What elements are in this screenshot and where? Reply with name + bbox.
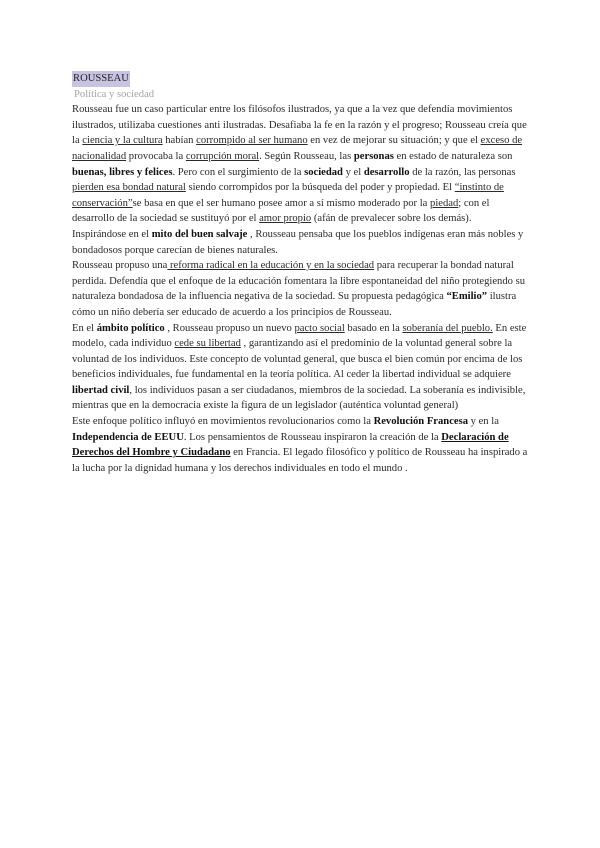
bold-underlined-text: Declaración de Derechos del Hombre y Ciudadano	[72, 431, 509, 459]
bold-text: personas	[353, 150, 394, 162]
underlined-text: ciencia y la cultura	[82, 135, 163, 147]
underlined-text: cede su libertad	[174, 338, 241, 350]
text: en vez de mejorar su situación; y que el	[307, 135, 481, 147]
underlined-text: pierden esa bondad natural	[72, 182, 186, 194]
bold-text: mito del buen salvaje	[151, 228, 248, 240]
text: En este modelo, cada individuo	[72, 322, 527, 350]
text: , garantizando así el predominio de la voluntad general sobre la voluntad de los individuos. Este concepto de voluntad general, que busca el bien común por encima de los beneficios individuales, fue fundamental en la teoría política. Al ceder la libertad individual se adquiere	[72, 338, 523, 381]
bold-text: “Emilio”	[446, 291, 488, 303]
bold-text: ámbito político	[96, 322, 165, 334]
bold-text: Revolución Francesa	[373, 416, 469, 428]
bold-text: sociedad	[304, 166, 343, 178]
text: , Rousseau pensaba que los pueblos indígenas eran más nobles y bondadosos porque carecían de bienes naturales.	[72, 228, 524, 256]
text: . Según Rousseau, las	[259, 150, 354, 162]
text: Este enfoque político influyó en movimientos revolucionarios como la	[72, 416, 374, 428]
text: Rousseau fue un caso particular entre los filósofos ilustrados, ya que a la vez que defendía movimientos ilustrados, utilizaba cuestiones anti ilustradas. Desafiaba la fe en la razón y el progreso; Rousseau creía que la	[72, 104, 527, 147]
paragraph-educacion	[72, 258, 532, 320]
text: basado en la	[344, 322, 403, 334]
text: y en la	[468, 416, 499, 428]
text: . Pero con el surgimiento de la	[172, 166, 305, 178]
text: . Los pensamientos de Rousseau inspiraron la creación de la	[183, 431, 442, 443]
text: provocaba la	[126, 150, 186, 162]
underlined-text: corrompido al ser humano	[196, 135, 308, 147]
paragraph-politica	[72, 321, 532, 415]
text: habían	[162, 135, 197, 147]
paragraph-legado	[72, 414, 532, 476]
text: siendo corrompidos por la búsqueda del poder y propiedad. El	[185, 182, 455, 194]
text: Rousseau propuso una	[72, 260, 168, 272]
bold-text: Independencia de EEUU	[72, 431, 184, 443]
text: Inspirándose en el	[72, 228, 152, 240]
underlined-text: “instinto de conservación”	[72, 182, 504, 209]
paragraph-buen-salvaje	[72, 227, 532, 258]
underlined-text: amor propio	[259, 213, 312, 225]
paragraph-intro	[72, 102, 532, 227]
underlined-text: soberanía del pueblo.	[402, 322, 493, 334]
text: En el	[72, 322, 97, 334]
text: , Rousseau propuso un nuevo	[164, 322, 295, 334]
text: en estado de naturaleza son	[393, 150, 513, 162]
underlined-text: reforma radical en la educación y en la sociedad	[167, 260, 375, 272]
bold-text: libertad civil	[72, 384, 130, 396]
document-title: ROUSSEAU	[72, 71, 130, 87]
text: ; con el desarrollo de la sociedad se sustituyó por el	[72, 197, 490, 225]
text: para recuperar la bondad natural perdida. Defendía que el enfoque de la educación fomentara la libre espontaneidad del niño protegiendo su naturaleza bondadosa de la influencia negativa de la sociedad. Su propuesta pedagógica	[72, 260, 525, 303]
document-page	[72, 71, 532, 476]
underlined-text: corrupción moral	[185, 150, 260, 162]
document-subtitle: Política y sociedad	[74, 88, 155, 100]
text: y el	[342, 166, 364, 178]
underlined-text: piedad	[430, 197, 459, 209]
underlined-text: exceso de nacionalidad	[72, 135, 523, 162]
text: en Francia. El legado filosófico y político de Rousseau ha inspirado a la lucha por la dignidad humana y los derechos individuales en todo el mundo .	[72, 447, 528, 474]
underlined-text: pacto social	[294, 322, 345, 334]
bold-text: desarrollo	[363, 166, 410, 178]
text: se basa en que el ser humano posee amor a sí mismo moderado por la	[132, 197, 431, 209]
text: de la razón, las personas	[409, 166, 516, 178]
text: (afán de prevalecer sobre los demás).	[311, 213, 472, 225]
text: ilustra cómo un niño debería ser educado de acuerdo a los principios de Rousseau.	[72, 291, 517, 318]
bold-text: buenas, libres y felices	[72, 166, 173, 178]
text: , los individuos pasan a ser ciudadanos, miembros de la sociedad. La soberanía es indivisible, mientras que en la democracia existe la figura de un legislador (auténtica voluntad general)	[72, 384, 526, 412]
